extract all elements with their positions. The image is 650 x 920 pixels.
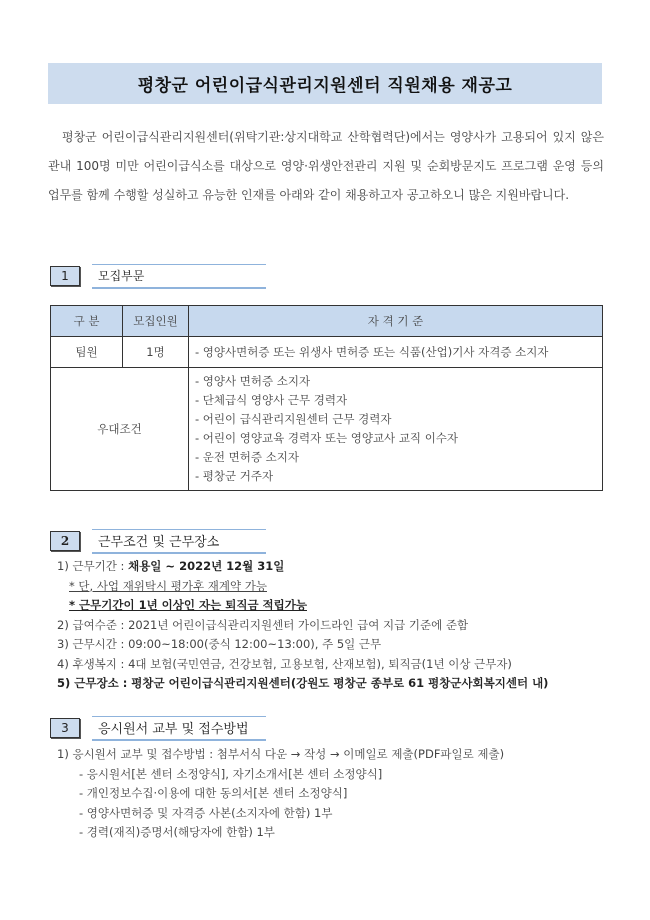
section-1-number: 1 <box>50 266 80 286</box>
table-row <box>51 337 603 368</box>
list-item: - 경력(재직)증명서(해당자에 한함) 1부 <box>79 825 275 839</box>
list-item: - 어린이 급식관리지원센터 근무 경력자 <box>195 412 392 426</box>
list-item: - 개인정보수집·이용에 대한 동의서[본 센터 소정양식] <box>79 786 348 800</box>
header-category: 구 분 <box>51 306 123 337</box>
header-count: 모집인원 <box>123 306 189 337</box>
intro-text: 평창군 어린이급식관리지원센터(위탁기관:상지대학교 산학협력단)에서는 영양사가 고용되어 있지 않은 관내 100명 미만 어린이급식소를 대상으로 영양·위생안전관리 지원 및 순회방문지도 프로그램 운영 등의 업무를 함께 수행할 성실하고 유능한 인재를 아래와 같이 채용하고자 공고하오니 많은 지원바랍니다. <box>48 130 604 202</box>
list-item: - 평창군 거주자 <box>195 469 274 483</box>
section-1-title: 모집부문 <box>92 264 266 289</box>
row-count: 1명 <box>123 337 189 368</box>
intro-paragraph <box>48 123 604 210</box>
section-3-title: 응시원서 교부 및 접수방법 <box>92 716 266 741</box>
work-period-value: 채용일 ~ 2022년 12월 31일 <box>128 559 285 573</box>
note-severance: * 근무기간이 1년 이상인 자는 퇴직금 적립가능 <box>69 598 307 612</box>
preference-label: 우대조건 <box>51 368 189 491</box>
work-period <box>57 557 548 577</box>
row-category: 팀원 <box>51 337 123 368</box>
section-3-body <box>57 745 504 843</box>
document-title: 평창군 어린이급식관리지원센터 직원채용 재공고 <box>137 76 513 96</box>
note-renewal: * 단, 사업 재위탁시 평가후 재계약 가능 <box>69 578 267 593</box>
document-title-bar <box>48 63 602 104</box>
salary-level: 2) 급여수준 : 2021년 어린이급식관리지원센터 가이드라인 급여 지급 기준에 준함 <box>57 617 469 632</box>
header-qualification: 자 격 기 준 <box>189 306 603 337</box>
section-1-header <box>50 264 266 288</box>
row-qualification: - 영양사면허증 또는 위생사 면허증 또는 식품(산업)기사 자격증 소지자 <box>189 337 603 368</box>
section-2-body <box>57 557 548 694</box>
section-2-title: 근무조건 및 근무장소 <box>92 529 266 554</box>
section-3-header <box>50 716 266 740</box>
list-item: - 응시원서[본 센터 소정양식], 자기소개서[본 센터 소정양식] <box>79 766 383 781</box>
list-item: - 어린이 영양교육 경력자 또는 영양교사 교직 이수자 <box>195 431 459 445</box>
list-item: - 영양사 면허증 소지자 <box>195 374 311 388</box>
welfare: 4) 후생복지 : 4대 보험(국민연금, 건강보험, 고용보험, 산재보험), 퇴직금(1년 이상 근무자) <box>57 656 512 671</box>
table-header-row <box>51 306 603 337</box>
section-2-header <box>50 529 266 553</box>
table-row-preference <box>51 368 603 491</box>
work-location: 5) 근무장소 : 평창군 어린이급식관리지원센터(강원도 평창군 종부로 61 평창군사회복지센터 내) <box>57 676 549 690</box>
work-hours: 3) 근무시간 : 09:00~18:00(중식 12:00~13:00), 주 5일 근무 <box>57 637 382 651</box>
work-period-label: 1) 근무기간 : <box>57 559 129 573</box>
application-method: 1) 응시원서 교부 및 접수방법 : 첨부서식 다운 → 작성 → 이메일로 제출(PDF파일로 제출) <box>57 747 505 761</box>
section-2-number: 2 <box>50 531 80 551</box>
list-item: - 영양사면허증 및 자격증 사본(소지자에 한함) 1부 <box>79 805 333 820</box>
section-3-number: 3 <box>50 718 80 738</box>
list-item: - 단체급식 영양사 근무 경력자 <box>195 393 348 407</box>
recruitment-table <box>50 305 603 491</box>
preference-list <box>189 368 603 491</box>
list-item: - 운전 면허증 소지자 <box>195 450 299 464</box>
